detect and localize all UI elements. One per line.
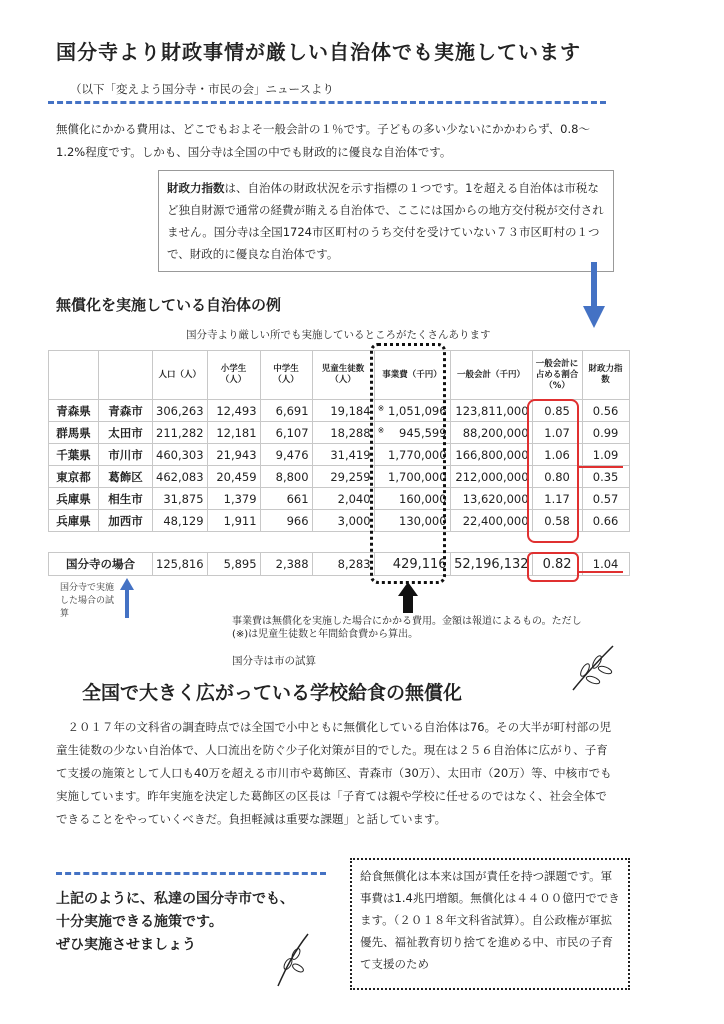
side-note-box: 給食無償化は本来は国が責任を持つ課題です。軍事費は1.4兆円増額。無償化は４４００億円でできます。（２０１８年文科省試算）。自公政権が軍拡優先、福祉教育切り捨てを進める中、市民の子育て支援のため bbox=[350, 858, 630, 990]
kokubunji-note: 国分寺で実施した場合の試算 bbox=[60, 583, 115, 619]
cell-pop: 48,129 bbox=[153, 510, 208, 532]
cell-pref: 東京都 bbox=[49, 466, 99, 488]
header-index: 財政力指数 bbox=[582, 351, 629, 400]
cost-value: 160,000 bbox=[399, 491, 447, 506]
cost-value: 1,700,000 bbox=[388, 469, 447, 484]
cell-index: 0.66 bbox=[582, 510, 629, 532]
header-elementary: 小学生（人） bbox=[207, 351, 260, 400]
cell-city: 相生市 bbox=[99, 488, 153, 510]
cell-index: 0.99 bbox=[582, 422, 629, 444]
header-cost: 事業費（千円） bbox=[374, 351, 450, 400]
cell-general: 13,620,000 bbox=[450, 488, 532, 510]
body-paragraph: ２０１７年の文科省の調査時点では全国で小中ともに無償化している自治体は76。その大半が町村部の児童生徒数の少ない自治体で、人口流出を防ぐ少子化対策が目的でした。現在は２５６自治体に広がり、子育て支援の施策として人口も40万を超える市川市や葛飾区、青森市（30万）、太田市（20万）等、中核市でも実施しています。昨年実施を決定した葛飾区の区長は「子育ては親や学校に任せるのではなく、社会全体でできることをやっていくべきだ。負担軽減は重要な課題」と話しています。 bbox=[56, 720, 612, 826]
cell-index: 1.09 bbox=[582, 444, 629, 466]
cell-pop: 211,282 bbox=[153, 422, 208, 444]
fiscal-text: は、自治体の財政状況を示す指標の１つです。1を超える自治体は市税など独自財源で通常の経費が賄える自治体で、ここには国からの地方交付税が交付されません。国分寺は全国1724市区町村のうち交付を受けていない７３市区町村の１つで、財政的に優良な自治体です。 bbox=[167, 181, 604, 261]
cell-jr: 6,107 bbox=[260, 422, 312, 444]
heading-nationwide: 全国で大きく広がっている学校給食の無償化 bbox=[82, 682, 463, 704]
ratio-highlight bbox=[527, 399, 579, 543]
summary-jr: 2,388 bbox=[260, 553, 312, 576]
cost-mark: ※ bbox=[377, 425, 385, 435]
header-cell bbox=[49, 351, 99, 400]
summary-cost: 429,116 bbox=[374, 553, 450, 576]
table-caption: 国分寺より厳しい所でも実施しているところがたくさんあります bbox=[186, 329, 491, 341]
call-to-action bbox=[56, 888, 294, 957]
cell-jr: 8,800 bbox=[260, 466, 312, 488]
cell-ratio: 1.06 bbox=[532, 444, 582, 466]
index-underline bbox=[579, 466, 623, 468]
cell-pop: 460,303 bbox=[153, 444, 208, 466]
cell-pref: 兵庫県 bbox=[49, 488, 99, 510]
leaf-icon bbox=[272, 928, 317, 988]
subtitle: （以下「変えよう国分寺・市民の会」ニュースより bbox=[70, 82, 334, 96]
cell-students: 19,184 bbox=[312, 400, 374, 422]
cell-students: 31,419 bbox=[312, 444, 374, 466]
index-underline-kokubunji bbox=[579, 571, 623, 573]
cta-line: 上記のように、私達の国分寺市でも、 bbox=[56, 891, 294, 907]
arrow-down-icon bbox=[583, 262, 605, 330]
summary-ratio: 0.82 bbox=[532, 553, 582, 576]
cell-ratio: 0.58 bbox=[532, 510, 582, 532]
cell-city: 青森市 bbox=[99, 400, 153, 422]
cost-value: 1,770,000 bbox=[388, 447, 447, 462]
cta-line: ぜひ実施させましょう bbox=[56, 937, 196, 953]
summary-pop: 125,816 bbox=[153, 553, 208, 576]
summary-students: 8,283 bbox=[312, 553, 374, 576]
cost-value: 1,051,096 bbox=[388, 403, 447, 418]
fiscal-index-box bbox=[158, 170, 614, 272]
cell-pref: 青森県 bbox=[49, 400, 99, 422]
cost-column-highlight bbox=[370, 343, 446, 584]
city-footnote: 国分寺は市の試算 bbox=[232, 655, 316, 667]
cost-footnote: 事業費は無償化を実施した場合にかかる費用。金額は報道によるもの。ただし(※)は児童生徒数と年間給食費から算出。 bbox=[232, 616, 582, 640]
cell-elem: 20,459 bbox=[207, 466, 260, 488]
cell-city: 市川市 bbox=[99, 444, 153, 466]
ratio-highlight-kokubunji bbox=[527, 552, 579, 582]
header-population: 人口（人） bbox=[153, 351, 208, 400]
divider bbox=[56, 872, 326, 875]
summary-general: 52,196,132 bbox=[450, 553, 532, 576]
cell-students: 2,040 bbox=[312, 488, 374, 510]
cell-elem: 21,943 bbox=[207, 444, 260, 466]
cell-jr: 9,476 bbox=[260, 444, 312, 466]
header-junior: 中学生（人） bbox=[260, 351, 312, 400]
cell-general: 212,000,000 bbox=[450, 466, 532, 488]
intro-paragraph: 無償化にかかる費用は、どこでもおよそ一般会計の１％です。子どもの多い少ないにかかわらず、0.8〜1.2%程度です。しかも、国分寺は全国の中でも財政的に優良な自治体です。 bbox=[56, 122, 590, 159]
cell-pref: 千葉県 bbox=[49, 444, 99, 466]
cell-students: 29,259 bbox=[312, 466, 374, 488]
divider bbox=[48, 101, 606, 104]
cost-mark: ※ bbox=[377, 403, 385, 413]
cell-pop: 306,263 bbox=[153, 400, 208, 422]
cell-general: 22,400,000 bbox=[450, 510, 532, 532]
cell-students: 18,288 bbox=[312, 422, 374, 444]
cell-elem: 12,181 bbox=[207, 422, 260, 444]
cell-pref: 兵庫県 bbox=[49, 510, 99, 532]
cell-ratio: 1.17 bbox=[532, 488, 582, 510]
cell-general: 123,811,000 bbox=[450, 400, 532, 422]
cell-ratio: 0.85 bbox=[532, 400, 582, 422]
cell-jr: 661 bbox=[260, 488, 312, 510]
cell-jr: 6,691 bbox=[260, 400, 312, 422]
cell-pop: 462,083 bbox=[153, 466, 208, 488]
header-students: 児童生徒数（人） bbox=[312, 351, 374, 400]
cell-index: 0.35 bbox=[582, 466, 629, 488]
cost-value: 945,599 bbox=[399, 425, 447, 440]
summary-label: 国分寺の場合 bbox=[49, 553, 153, 576]
table-header-row bbox=[49, 351, 630, 400]
fiscal-term: 財政力指数 bbox=[167, 181, 225, 195]
cell-general: 166,800,000 bbox=[450, 444, 532, 466]
arrow-up-icon bbox=[119, 578, 135, 618]
header-ratio: 一般会計に占める割合（%） bbox=[532, 351, 582, 400]
cell-elem: 12,493 bbox=[207, 400, 260, 422]
page-title: 国分寺より財政事情が厳しい自治体でも実施しています bbox=[56, 40, 581, 64]
cell-elem: 1,379 bbox=[207, 488, 260, 510]
cell-index: 0.57 bbox=[582, 488, 629, 510]
cell-general: 88,200,000 bbox=[450, 422, 532, 444]
cost-value: 130,000 bbox=[399, 513, 447, 528]
cell-city: 葛飾区 bbox=[99, 466, 153, 488]
cell-elem: 1,911 bbox=[207, 510, 260, 532]
leaf-icon bbox=[565, 640, 620, 695]
cta-line: 十分実施できる施策です。 bbox=[56, 914, 223, 930]
summary-elem: 5,895 bbox=[207, 553, 260, 576]
header-general: 一般会計（千円） bbox=[450, 351, 532, 400]
cell-city: 加西市 bbox=[99, 510, 153, 532]
arrow-up-icon bbox=[398, 582, 418, 614]
summary-index: 1.04 bbox=[582, 553, 629, 576]
cell-index: 0.56 bbox=[582, 400, 629, 422]
section-heading: 無償化を実施している自治体の例 bbox=[56, 296, 282, 314]
cell-ratio: 0.80 bbox=[532, 466, 582, 488]
cell-jr: 966 bbox=[260, 510, 312, 532]
cell-students: 3,000 bbox=[312, 510, 374, 532]
cell-city: 太田市 bbox=[99, 422, 153, 444]
cell-ratio: 1.07 bbox=[532, 422, 582, 444]
cell-pref: 群馬県 bbox=[49, 422, 99, 444]
cell-pop: 31,875 bbox=[153, 488, 208, 510]
header-cell bbox=[99, 351, 153, 400]
